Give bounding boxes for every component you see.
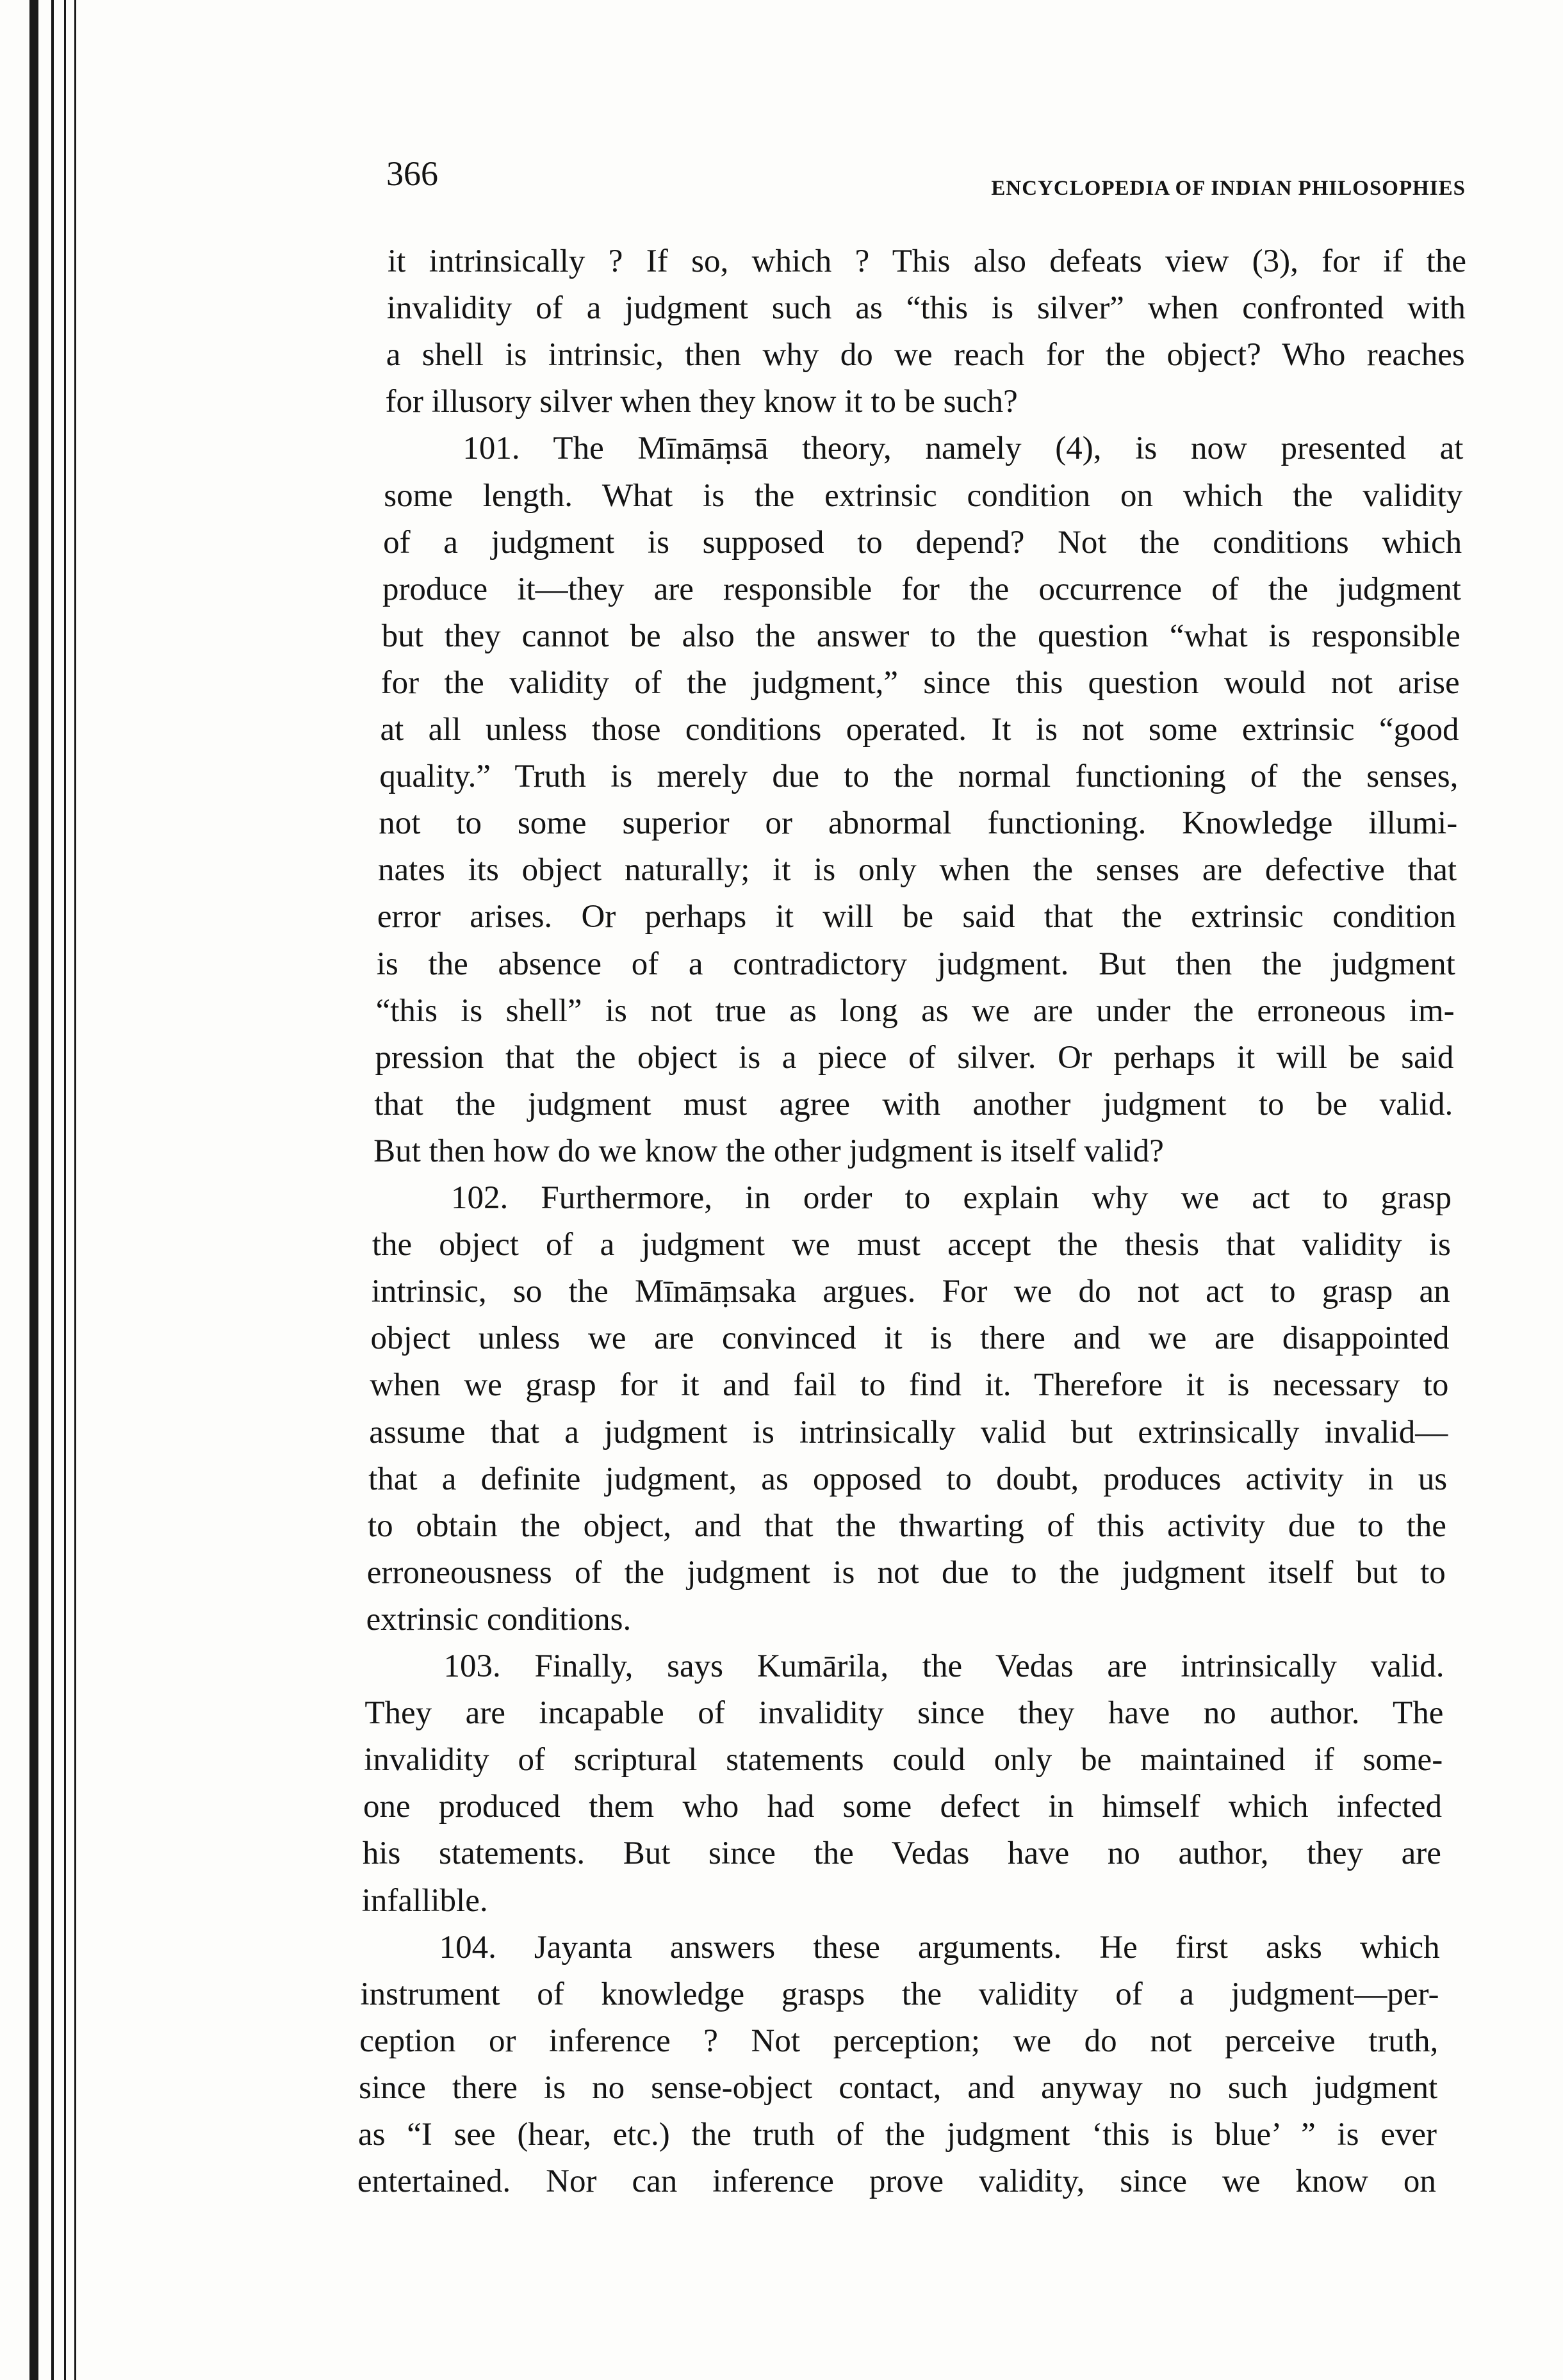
text-line: it intrinsically ? If so, which ? This also defeats view (3), for if the xyxy=(388,243,1466,279)
text-line: for the validity of the judgment,” since this question would not arise xyxy=(381,664,1460,701)
text-line: for illusory silver when they know it to be such? xyxy=(385,384,1018,420)
text-line: quality.” Truth is merely due to the normal functioning of the senses, xyxy=(379,759,1459,795)
text-line: a shell is intrinsic, then why do we reach for the object? Who reaches xyxy=(386,337,1465,373)
text-line: to obtain the object, and that the thwarting of this activity due to the xyxy=(367,1507,1446,1544)
text-line: since there is no sense-object contact, and anyway no such judgment xyxy=(359,2069,1438,2106)
text-line: but they cannot be also the answer to the question “what is responsible xyxy=(381,618,1461,654)
binding-edge-line xyxy=(51,0,54,2380)
text-line: produce it—they are responsible for the occurrence of the judgment xyxy=(382,571,1461,607)
text-line: extrinsic conditions. xyxy=(366,1601,632,1637)
binding-edge-line xyxy=(29,0,38,2380)
text-line: entertained. Nor can inference prove validity, since we know on xyxy=(357,2163,1436,2200)
text-line: object unless we are convinced it is there and we are disappointed xyxy=(370,1320,1450,1357)
text-line: of a judgment is supposed to depend? Not the conditions which xyxy=(383,524,1462,561)
text-line: “this is shell” is not true as long as we are under the erroneous im- xyxy=(375,992,1455,1029)
text-line: when we grasp for it and fail to find it. Therefore it is necessary to xyxy=(370,1367,1449,1404)
text-line: pression that the object is a piece of silver. Or perhaps it will be said xyxy=(375,1039,1454,1076)
text-line: invalidity of a judgment such as “this is silver” when confronted with xyxy=(386,290,1466,327)
text-line: error arises. Or perhaps it will be said that the extrinsic condition xyxy=(377,899,1456,935)
text-line: not to some superior or abnormal functioning. Knowledge illumi- xyxy=(379,805,1458,842)
text-line: assume that a judgment is intrinsically valid but extrinsically invalid— xyxy=(369,1414,1448,1450)
text-line: that a definite judgment, as opposed to doubt, produces activity in us xyxy=(368,1461,1448,1497)
text-line: infallible. xyxy=(361,1882,488,1919)
text-line: at all unless those conditions operated. It is not some extrinsic “good xyxy=(380,712,1459,748)
text-line: But then how do we know the other judgment is itself valid? xyxy=(373,1133,1164,1169)
text-line: as “I see (hear, etc.) the truth of the judgment ‘this is blue’ ” is ever xyxy=(358,2117,1437,2153)
text-line: invalidity of scriptural statements could only be maintained if some- xyxy=(364,1742,1443,1778)
page-number: 366 xyxy=(386,154,438,193)
binding-edge-line xyxy=(74,0,76,2380)
text-line: is the absence of a contradictory judgment. But then the judgment xyxy=(376,946,1455,982)
text-line: intrinsic, so the Mīmāṃsaka argues. For we do not act to grasp an xyxy=(371,1274,1450,1310)
text-line: They are incapable of invalidity since they have no author. The xyxy=(364,1695,1444,1732)
text-line: erroneousness of the judgment is not due to the judgment itself but to xyxy=(366,1554,1446,1591)
paragraph-start-line: 102. Furthermore, in order to explain why we act to grasp xyxy=(451,1180,1452,1216)
text-line: the object of a judgment we must accept the thesis that validity is xyxy=(372,1227,1451,1263)
text-line: ception or inference ? Not perception; we do not perceive truth, xyxy=(359,2023,1439,2059)
text-line: nates its object naturally; it is only when the senses are defective that xyxy=(378,852,1457,889)
running-title: ENCYCLOPEDIA OF INDIAN PHILOSOPHIES xyxy=(991,177,1466,200)
text-line: that the judgment must agree with another judgment to be valid. xyxy=(374,1086,1453,1122)
paragraph-start-line: 104. Jayanta answers these arguments. He first asks which xyxy=(439,1929,1440,1966)
text-line: his statements. But since the Vedas have no author, they are xyxy=(362,1835,1441,1872)
text-line: some length. What is the extrinsic condition on which the validity xyxy=(384,477,1463,514)
text-line: one produced them who had some defect in himself which infected xyxy=(363,1789,1443,1825)
paragraph-start-line: 101. The Mīmāṃsā theory, namely (4), is now presented at xyxy=(462,431,1464,467)
paragraph-start-line: 103. Finally, says Kumārila, the Vedas are intrinsically valid. xyxy=(443,1648,1444,1684)
text-line: instrument of knowledge grasps the validity of a judgment—per- xyxy=(360,1976,1439,2012)
binding-edge-line xyxy=(64,0,66,2380)
